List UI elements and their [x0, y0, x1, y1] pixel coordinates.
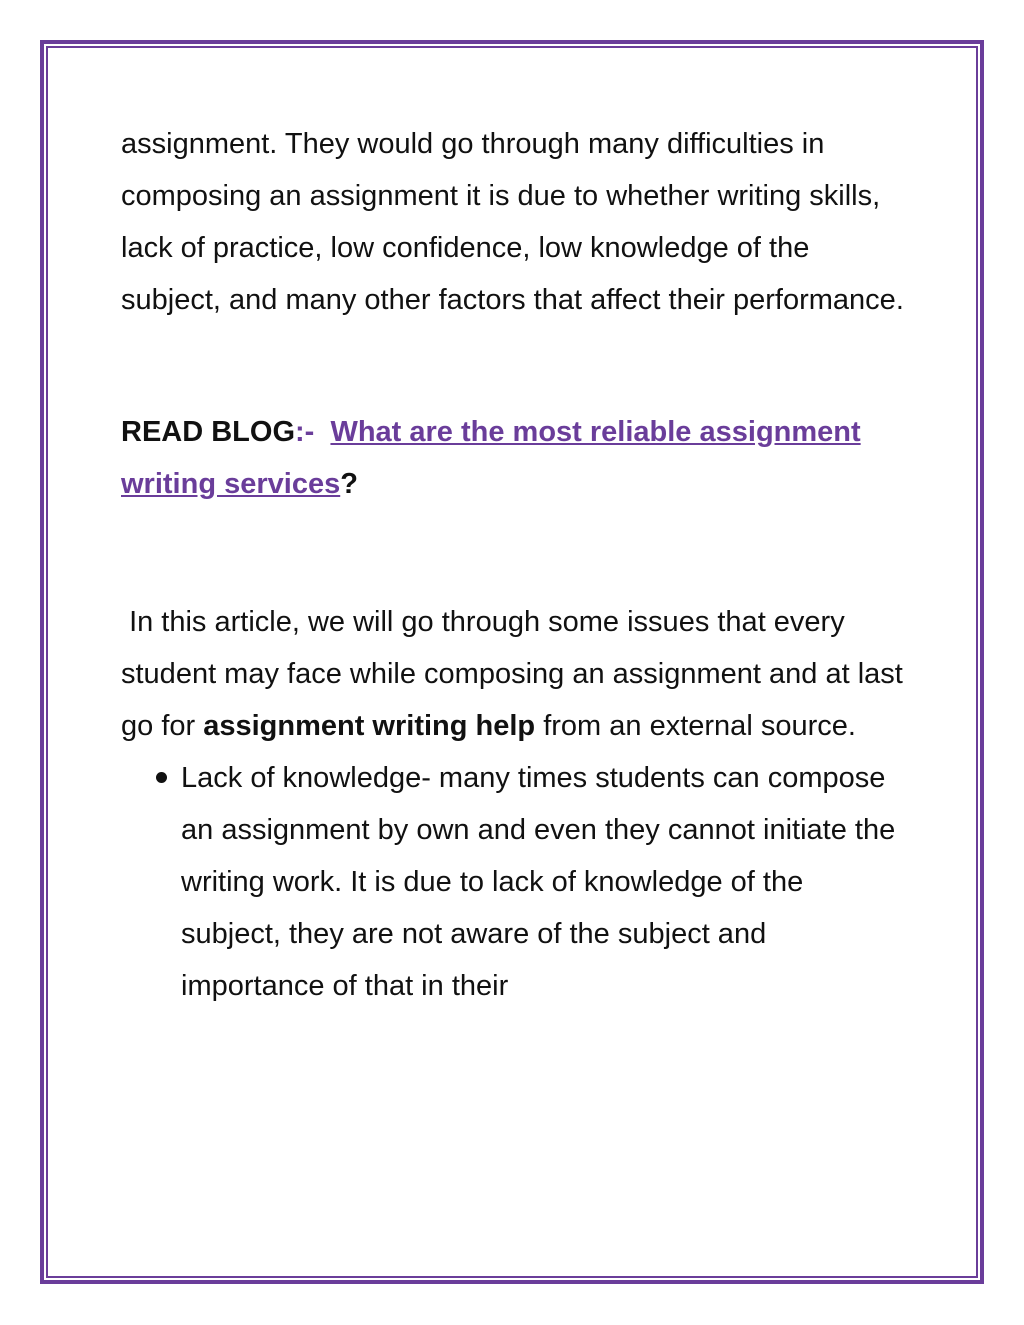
article-paragraph: [121, 596, 911, 752]
list-item: [121, 752, 911, 1012]
bullet-icon: [156, 772, 167, 783]
list-item-text: Lack of knowledge- many times students can compose an assignment by own and even they cannot initiate the writing work. It is due to lack of knowledge of the subject, they are not aware of the subject and importance of that in their: [181, 762, 896, 1002]
article-text-after: from an external source.: [535, 710, 856, 742]
document-body: [121, 118, 911, 1012]
issues-list: [121, 752, 911, 1012]
article-text-before: In this article, we will go through some issues that every student may face while composing an assignment and at last go for: [121, 606, 911, 742]
intro-paragraph: assignment. They would go through many difficulties in composing an assignment it is due to whether writing skills, lack of practice, low confidence, low knowledge of the subject, and many other factors that affect their performance.: [121, 128, 904, 316]
read-blog-label: READ BLOG: [121, 416, 295, 448]
read-blog-suffix: ?: [340, 468, 358, 500]
article-bold-phrase: assignment writing help: [203, 710, 536, 742]
read-blog-separator: :-: [295, 416, 315, 448]
blog-link[interactable]: What are the most reliable assignment writing services: [121, 416, 861, 500]
read-blog-line: [121, 406, 911, 510]
